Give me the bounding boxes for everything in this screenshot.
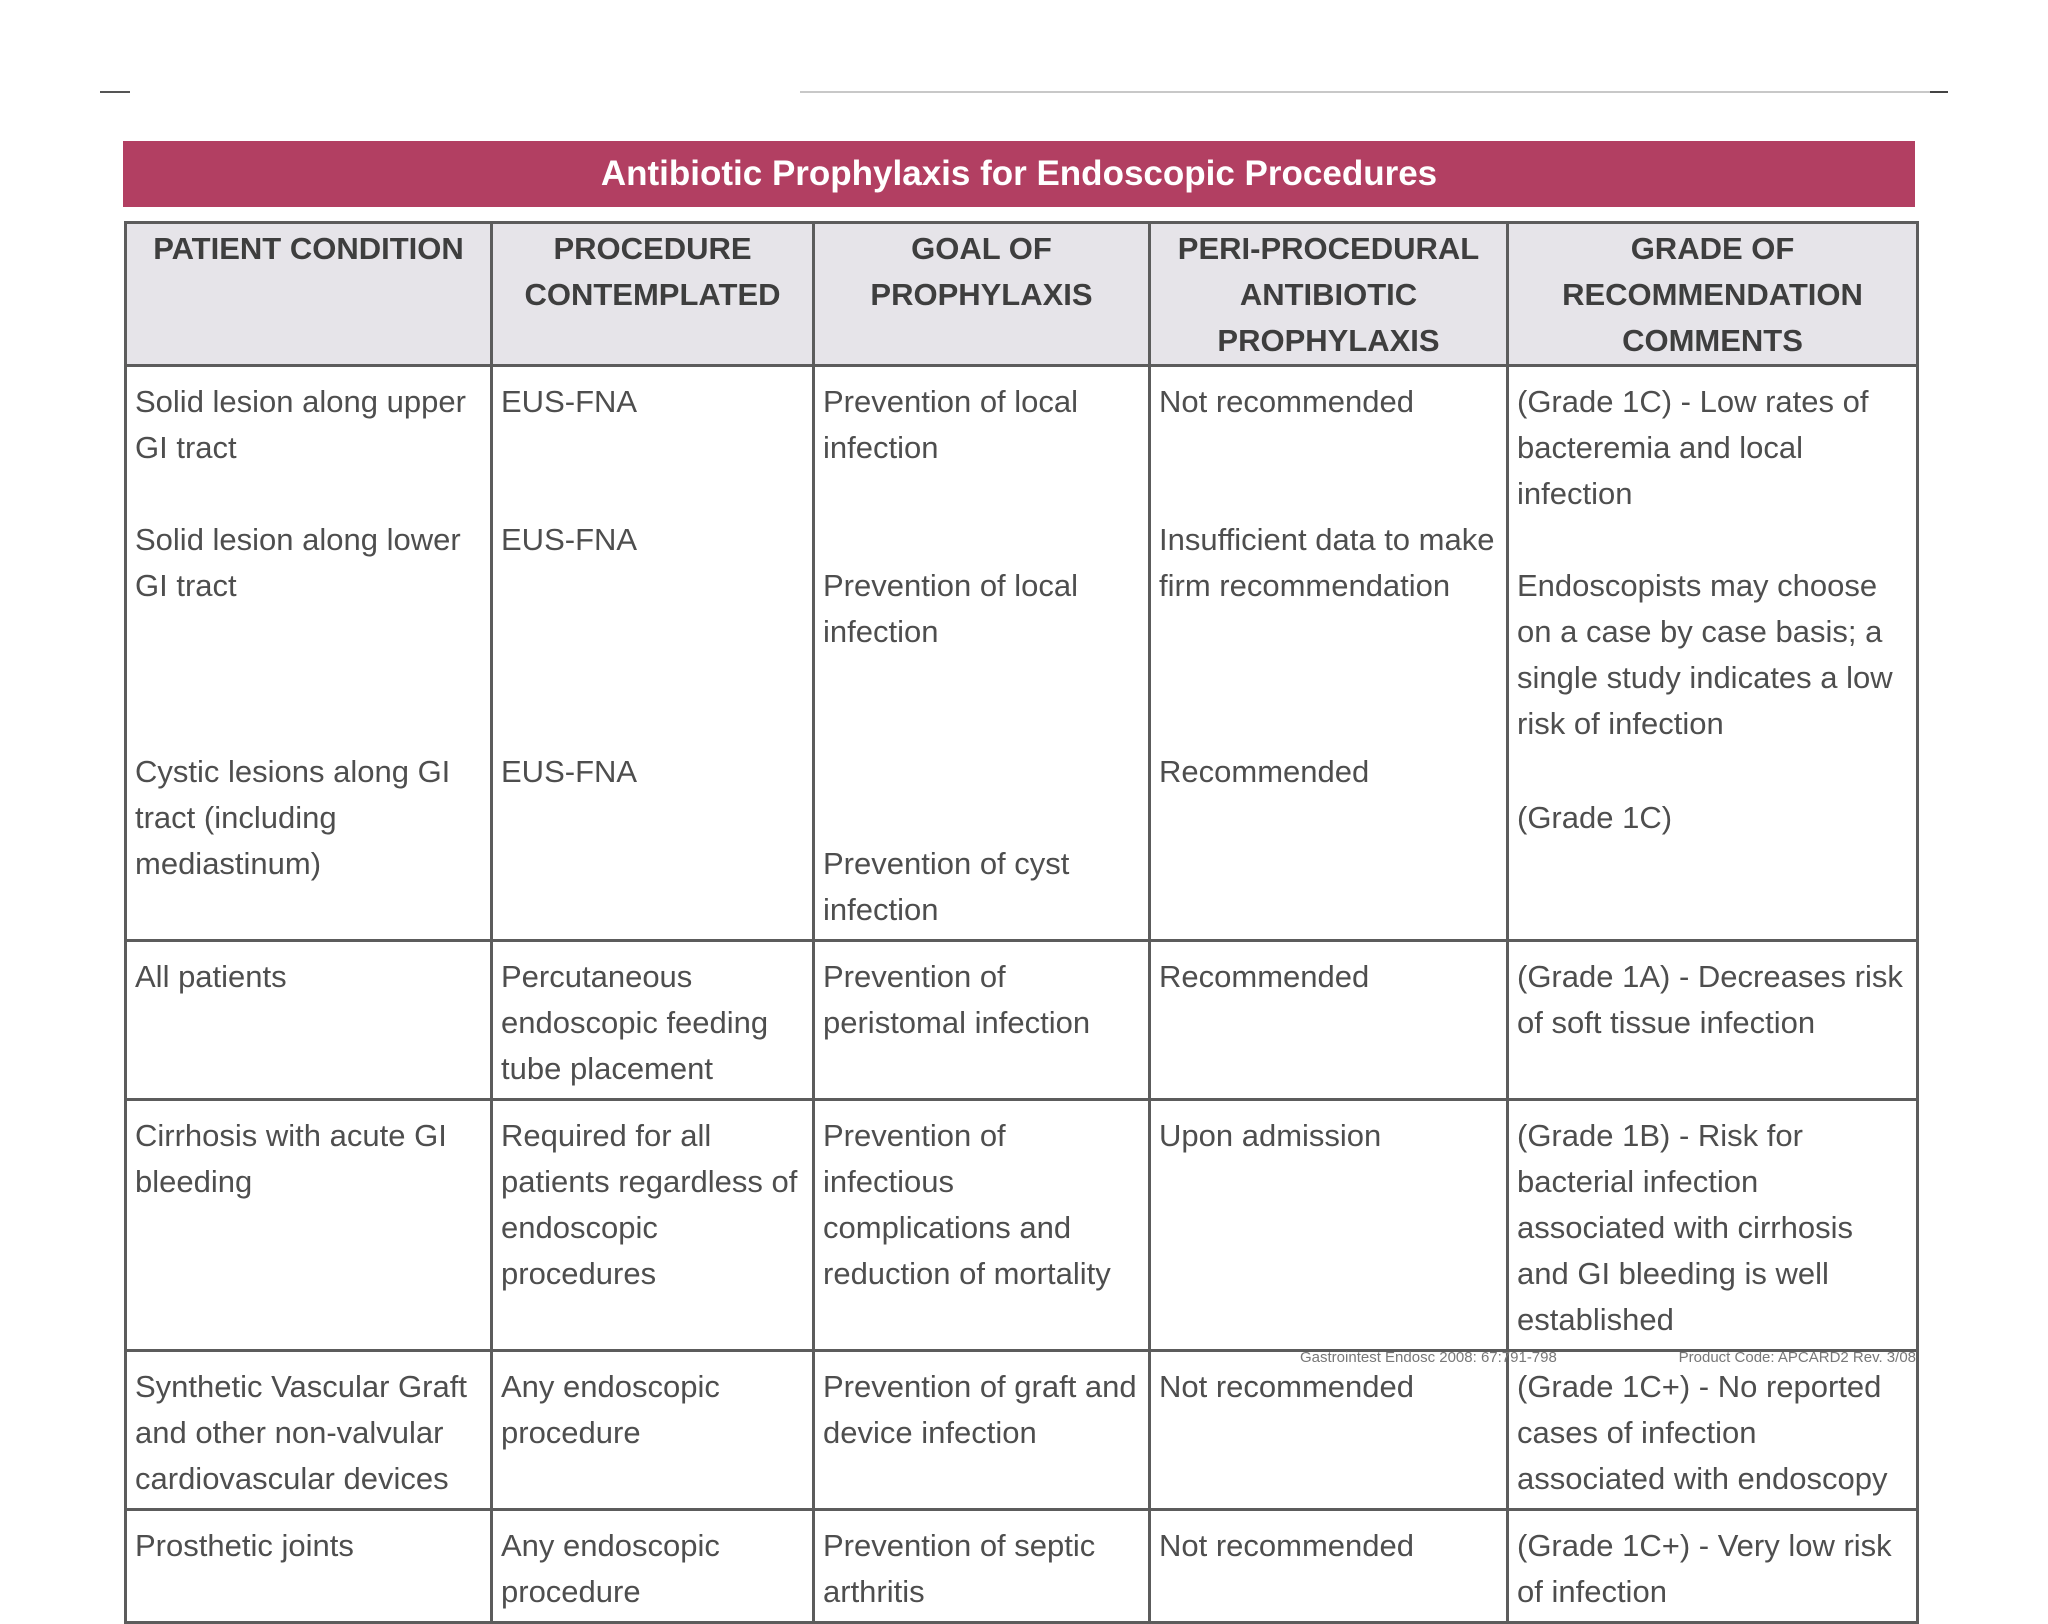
cell-goal: Prevention of graft and device infection: [814, 1351, 1150, 1510]
table-row: [126, 1100, 1918, 1351]
cell-condition: Solid lesion along upper GI tract Solid lesion along lower GI tract Cystic lesions along GI tract (including mediastinum): [126, 366, 492, 941]
cell-condition: Synthetic Vascular Graft and other non-valvular cardiovascular devices: [126, 1351, 492, 1510]
prophylaxis-table: [124, 221, 1919, 1624]
cell-procedure: EUS-FNA EUS-FNA EUS-FNA: [492, 366, 814, 941]
table-row: [126, 1351, 1918, 1510]
cell-grade: (Grade 1C) - Low rates of bacteremia and local infection Endoscopists may choose on a case by case basis; a single study indicates a low risk of infection (Grade 1C): [1508, 366, 1918, 941]
cell-peri: Not recommended: [1150, 1510, 1508, 1623]
table-row: [126, 1510, 1918, 1623]
cell-peri: Not recommended Insufficient data to make firm recommendation Recommended: [1150, 366, 1508, 941]
cell-peri: Upon admission: [1150, 1100, 1508, 1351]
cell-goal: Prevention of infectious complications and reduction of mortality: [814, 1100, 1150, 1351]
cell-condition: Prosthetic joints: [126, 1510, 492, 1623]
table-row: [126, 941, 1918, 1100]
cell-procedure: Percutaneous endoscopic feeding tube placement: [492, 941, 814, 1100]
header-procedure: PROCEDURE CONTEMPLATED: [492, 223, 814, 366]
product-code: Product Code: APCARD2 Rev. 3/08: [1678, 1349, 1916, 1366]
citation: Gastrointest Endosc 2008: 67:791-798: [1300, 1349, 1557, 1366]
table-row-eus: [126, 366, 1918, 941]
cell-condition: All patients: [126, 941, 492, 1100]
header-grade: GRADE OF RECOMMENDATION COMMENTS: [1508, 223, 1918, 366]
cell-grade: (Grade 1C+) - No reported cases of infection associated with endoscopy: [1508, 1351, 1918, 1510]
cell-peri: Recommended: [1150, 941, 1508, 1100]
cell-peri: Not recommended: [1150, 1351, 1508, 1510]
header-row: [126, 223, 1918, 366]
cell-condition: Cirrhosis with acute GI bleeding: [126, 1100, 492, 1351]
header-peri-procedural: PERI-PROCEDURAL ANTIBIOTIC PROPHYLAXIS: [1150, 223, 1508, 366]
cell-grade: (Grade 1B) - Risk for bacterial infection associated with cirrhosis and GI bleeding is well established: [1508, 1100, 1918, 1351]
cell-procedure: Required for all patients regardless of endoscopic procedures: [492, 1100, 814, 1351]
cell-goal: Prevention of local infection Prevention of local infection Prevention of cyst infection: [814, 366, 1150, 941]
cell-grade: (Grade 1A) - Decreases risk of soft tissue infection: [1508, 941, 1918, 1100]
page-title: Antibiotic Prophylaxis for Endoscopic Procedures: [123, 141, 1915, 207]
cell-goal: Prevention of septic arthritis: [814, 1510, 1150, 1623]
cell-procedure: Any endoscopic procedure: [492, 1510, 814, 1623]
cell-procedure: Any endoscopic procedure: [492, 1351, 814, 1510]
cell-grade: (Grade 1C+) - Very low risk of infection: [1508, 1510, 1918, 1623]
header-goal: GOAL OF PROPHYLAXIS: [814, 223, 1150, 366]
cell-goal: Prevention of peristomal infection: [814, 941, 1150, 1100]
top-rule: [100, 91, 1948, 93]
header-patient-condition: PATIENT CONDITION: [126, 223, 492, 366]
